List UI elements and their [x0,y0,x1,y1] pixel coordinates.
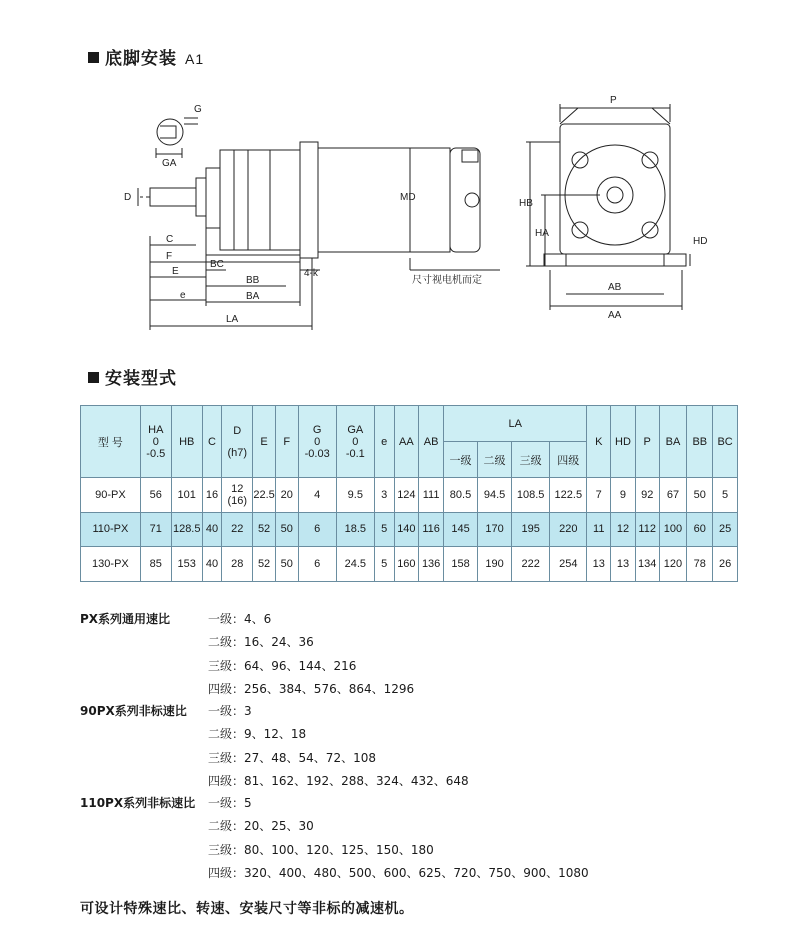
th-K: K [587,406,611,478]
th-GA: GA 0 -0.1 [336,406,374,478]
th-LA: LA [444,406,587,442]
ratio-group-label: 110PX系列非标速比 [80,796,196,810]
label-4-k: 4-k [304,268,318,279]
label-HD: HD [693,236,708,247]
label-E: E [172,266,179,277]
label-AB: AB [608,282,622,293]
th-BA: BA [659,406,687,478]
th-HA: HA 0 -0.5 [140,406,171,478]
th-LA-stage3: 三级 [512,442,550,478]
label-motor-note: 尺寸视电机而定 [412,275,482,286]
ratio-line: 三级：27、48、54、72、108 [208,751,376,765]
label-BB: BB [246,275,260,286]
th-C: C [202,406,222,478]
ratio-line: 三级：64、96、144、216 [208,659,357,673]
th-D: D (h7) [222,406,253,478]
ratio-group-label: 90PX系列非标速比 [80,704,187,718]
ratio-line: 四级：320、400、480、500、600、625、720、750、900、1080 [208,866,589,880]
ratio-line: 一级：4、6 [208,612,272,626]
th-BC: BC [713,406,738,478]
section-title-install-types: 安装型式 [88,364,177,389]
th-e: e [374,406,394,478]
label-LA: LA [226,314,239,325]
ratio-line: 一级：5 [208,796,252,810]
label-P: P [610,95,617,106]
th-HD: HD [611,406,636,478]
label-HB: HB [519,198,533,209]
th-AA: AA [394,406,419,478]
ratio-line: 一级：3 [208,704,252,718]
ratio-group-label: PX系列通用速比 [80,612,171,626]
th-E: E [253,406,276,478]
ratio-line: 三级：80、100、120、125、150、180 [208,843,434,857]
ratio-line: 二级：20、25、30 [208,819,314,833]
ratio-line: 四级：81、162、192、288、324、432、648 [208,774,469,788]
label-e: e [180,290,186,301]
label-F: F [166,251,173,262]
th-model: 型 号 [81,406,141,478]
ratio-line: 二级：16、24、36 [208,635,314,649]
square-bullet-icon [88,52,99,63]
footer-note: 可设计特殊速比、转速、安装尺寸等非标的减速机。 [80,901,414,917]
th-LA-stage1: 一级 [444,442,478,478]
table-row: 130-PX 85 153 40 28 52 50 6 24.5 5 160 136 158 190 222 254 13 13 134 120 78 26 [81,547,738,582]
spec-table [80,405,738,582]
label-GA: GA [162,158,177,169]
th-G: G 0 -0.03 [298,406,336,478]
table-row: 110-PX 71 128.5 40 22 52 50 6 18.5 5 140 116 145 170 195 220 11 12 112 100 60 25 [81,512,738,547]
ratio-line: 二级：9、12、18 [208,727,307,741]
th-HB: HB [171,406,202,478]
th-P: P [635,406,659,478]
table-row: 90-PX 56 101 16 12 (16) 22.5 20 4 9.5 3 124 111 80.5 94.5 108.5 122.5 7 9 92 67 50 5 [81,478,738,513]
section-title-foot-mount: 底脚安装 A1 [88,44,204,69]
square-bullet-icon [88,372,99,383]
th-F: F [275,406,298,478]
th-BB: BB [687,406,713,478]
label-G: G [194,104,202,115]
label-BA: BA [246,291,260,302]
technical-drawing [0,80,800,342]
label-C: C [166,234,174,245]
ratio-line: 四级：256、384、576、864、1296 [208,682,415,696]
label-BC: BC [210,259,224,270]
label-HA: HA [535,228,549,239]
label-MD: MD [400,192,416,203]
label-D: D [124,192,132,203]
th-LA-stage2: 二级 [478,442,512,478]
th-AB: AB [419,406,444,478]
th-LA-stage4: 四级 [550,442,587,478]
label-AA: AA [608,310,622,321]
